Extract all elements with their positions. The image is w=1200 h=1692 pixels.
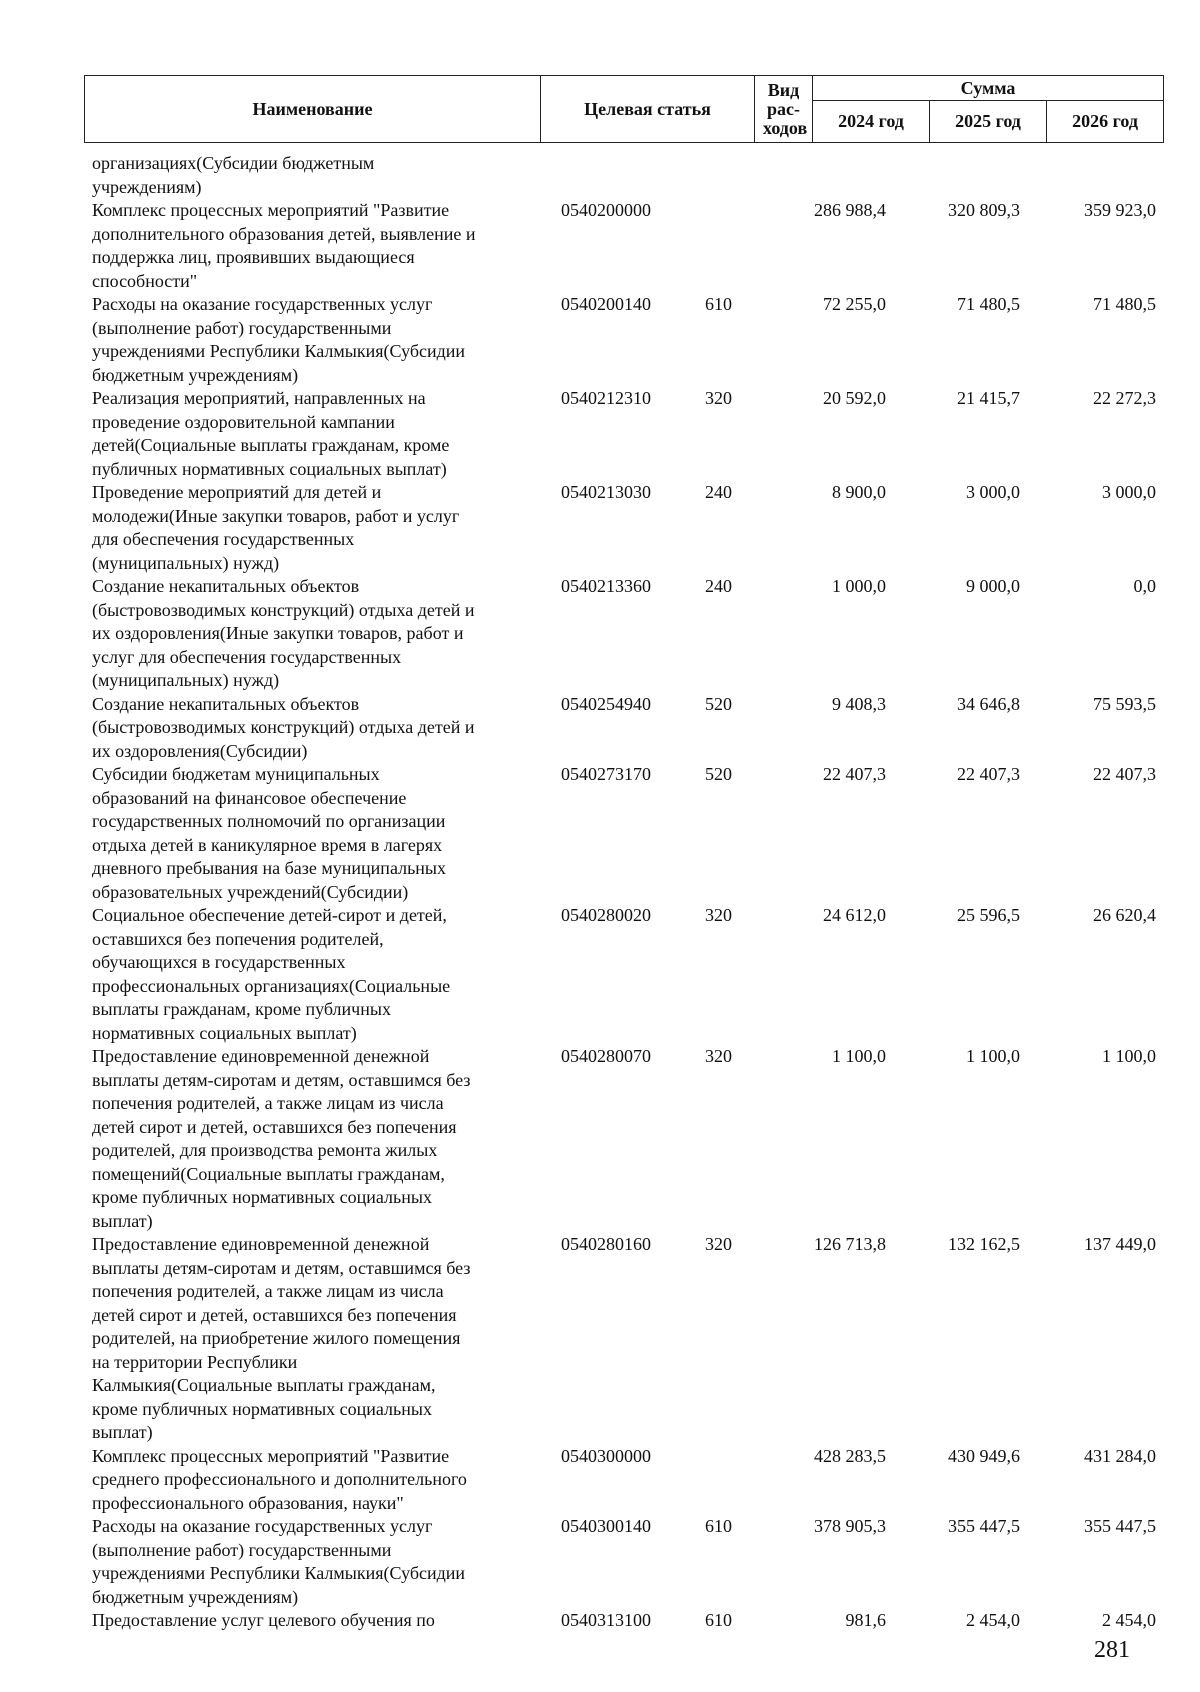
row-value-2024: 20 592,0	[823, 388, 886, 408]
row-value-2025: 430 949,6	[948, 1445, 1020, 1466]
page-number: 281	[1094, 1637, 1130, 1663]
row-value-2025: 1 100,0	[966, 1046, 1020, 1066]
table-row	[0, 152, 1200, 199]
row-kind: 610	[705, 1610, 732, 1630]
row-target: 0540273170	[561, 764, 651, 784]
row-value-2024: 981,6	[845, 1610, 886, 1630]
row-value-2024: 8 900,0	[832, 482, 886, 502]
row-kind: 240	[705, 482, 732, 502]
row-name: Комплекс процессных мероприятий "Развитие дополнительного образования детей, выявление и поддержка лиц, проявивших выдающиеся способности"	[92, 200, 476, 291]
row-name: Реализация мероприятий, направленных на проведение оздоровительной кампании детей(Социальные выплаты гражданам, кроме публичных нормативных социальных выплат)	[92, 388, 450, 479]
row-target: 0540280070	[561, 1046, 651, 1066]
header-target: Целевая статья	[541, 76, 755, 143]
row-value-2026: 3 000,0	[1102, 482, 1156, 502]
row-name: Расходы на оказание государственных услуг (выполнение работ) государственными учреждениями Республики Калмыкия(Субсидии бюджетным учреждениям)	[92, 1516, 466, 1607]
table-row	[0, 693, 1200, 764]
table-row	[0, 293, 1200, 387]
header-year-2025: 2025 год	[930, 101, 1047, 143]
row-target: 0540200000	[561, 200, 651, 220]
row-value-2026: 431 284,0	[1084, 1445, 1156, 1466]
table-row	[0, 1445, 1200, 1516]
header-kind: Вид рас-ходов	[755, 76, 813, 143]
table-row	[0, 763, 1200, 904]
row-name: Проведение мероприятий для детей и молодежи(Иные закупки товаров, работ и услуг для обеспечения государственных (муниципальных) нужд)	[92, 482, 460, 573]
row-target: 0540313100	[561, 1610, 651, 1630]
row-name: Комплекс процессных мероприятий "Развитие среднего профессионального и дополнительного профессионального образования, науки"	[92, 1445, 467, 1513]
table-row	[0, 904, 1200, 1045]
row-name: Субсидии бюджетам муниципальных образований на финансовое обеспечение государственных полномочий по организации отдыха детей в каникулярное время в лагерях дневного пребывания на базе муниципальных образовательных учреждений(Субсидии)	[92, 764, 447, 902]
row-value-2026: 355 447,5	[1084, 1516, 1156, 1536]
table-row	[0, 1609, 1200, 1633]
header-name: Наименование	[85, 76, 541, 143]
row-target: 0540300140	[561, 1516, 651, 1536]
row-value-2024: 286 988,4	[814, 200, 886, 220]
row-value-2026: 26 620,4	[1093, 905, 1156, 925]
row-name: Предоставление услуг целевого обучения по	[92, 1610, 435, 1630]
table-row	[0, 1233, 1200, 1445]
row-value-2024: 9 408,3	[832, 693, 886, 714]
row-name: Предоставление единовременной денежной выплаты детям-сиротам и детям, оставшимся без попечения родителей, а также лицам из числа детей сирот и детей, оставшихся без попечения родителей, на приобретение жилого помещения на территории Республики Калмыкия(Социальные выплаты гражданам, кроме публичных нормативных социальных выплат)	[92, 1234, 471, 1442]
row-name: Расходы на оказание государственных услуг (выполнение работ) государственными учреждениями Республики Калмыкия(Субсидии бюджетным учреждениям)	[92, 294, 466, 385]
row-target: 0540213360	[561, 576, 651, 596]
row-value-2025: 34 646,8	[957, 693, 1020, 714]
row-target: 0540212310	[561, 388, 651, 408]
row-target: 0540200140	[561, 294, 651, 314]
row-value-2025: 132 162,5	[948, 1234, 1020, 1254]
row-value-2024: 126 713,8	[814, 1234, 886, 1254]
row-target: 0540300000	[561, 1445, 651, 1466]
header-year-2024: 2024 год	[813, 101, 930, 143]
table-row	[0, 481, 1200, 575]
row-value-2026: 75 593,5	[1093, 693, 1156, 714]
table-header	[84, 75, 1164, 143]
row-value-2025: 22 407,3	[957, 764, 1020, 784]
row-value-2024: 24 612,0	[823, 905, 886, 925]
row-value-2025: 3 000,0	[966, 482, 1020, 502]
table-row	[0, 1515, 1200, 1609]
row-kind: 240	[705, 576, 732, 596]
row-value-2024: 22 407,3	[823, 764, 886, 784]
row-value-2024: 1 000,0	[832, 576, 886, 596]
row-name: Предоставление единовременной денежной выплаты детям-сиротам и детям, оставшимся без попечения родителей, а также лицам из числа детей сирот и детей, оставшихся без попечения родителей, для производства ремонта жилых помещений(Социальные выплаты гражданам, кроме публичных нормативных социальных выплат)	[92, 1046, 471, 1231]
row-target: 0540213030	[561, 482, 651, 502]
header-year-2026: 2026 год	[1047, 101, 1164, 143]
row-kind: 320	[705, 1234, 732, 1254]
row-kind: 320	[705, 388, 732, 408]
row-kind: 520	[705, 693, 732, 714]
row-kind: 320	[705, 905, 732, 925]
row-value-2025: 9 000,0	[966, 576, 1020, 596]
row-kind: 320	[705, 1046, 732, 1066]
row-name: Создание некапитальных объектов (быстровозводимых конструкций) отдыха детей и их оздоровления(Иные закупки товаров, работ и услуг для обеспечения государственных (муниципальных) нужд)	[92, 576, 475, 690]
row-value-2024: 72 255,0	[823, 294, 886, 314]
header-sum: Сумма	[813, 76, 1164, 101]
row-name: организациях(Субсидии бюджетным учреждениям)	[92, 153, 375, 197]
row-kind: 610	[705, 294, 732, 314]
row-value-2024: 1 100,0	[832, 1046, 886, 1066]
row-value-2026: 137 449,0	[1084, 1234, 1156, 1254]
row-target: 0540280020	[561, 905, 651, 925]
row-kind: 610	[705, 1516, 732, 1536]
row-name: Создание некапитальных объектов (быстровозводимых конструкций) отдыха детей и их оздоровления(Субсидии)	[92, 693, 475, 761]
row-value-2026: 22 272,3	[1093, 388, 1156, 408]
table-row	[0, 1045, 1200, 1233]
row-target: 0540280160	[561, 1234, 651, 1254]
row-value-2026: 0,0	[1133, 576, 1156, 596]
row-value-2026: 1 100,0	[1102, 1046, 1156, 1066]
row-value-2024: 428 283,5	[814, 1445, 886, 1466]
table-row	[0, 387, 1200, 481]
row-value-2025: 25 596,5	[957, 905, 1020, 925]
row-value-2025: 355 447,5	[948, 1516, 1020, 1536]
row-value-2025: 320 809,3	[948, 200, 1020, 220]
table-body	[0, 152, 1200, 1633]
table-row	[0, 575, 1200, 693]
row-value-2024: 378 905,3	[814, 1516, 886, 1536]
row-value-2026: 71 480,5	[1093, 294, 1156, 314]
row-name: Социальное обеспечение детей-сирот и детей, оставшихся без попечения родителей, обучающихся в государственных профессиональных организациях(Социальные выплаты гражданам, кроме публичных нормативных социальных выплат)	[92, 905, 451, 1043]
row-value-2025: 71 480,5	[957, 294, 1020, 314]
row-value-2025: 2 454,0	[966, 1610, 1020, 1630]
row-value-2026: 22 407,3	[1093, 764, 1156, 784]
row-value-2026: 359 923,0	[1084, 200, 1156, 220]
row-value-2026: 2 454,0	[1102, 1610, 1156, 1630]
row-value-2025: 21 415,7	[957, 388, 1020, 408]
row-target: 0540254940	[561, 693, 651, 714]
table-row	[0, 199, 1200, 293]
row-kind: 520	[705, 764, 732, 784]
